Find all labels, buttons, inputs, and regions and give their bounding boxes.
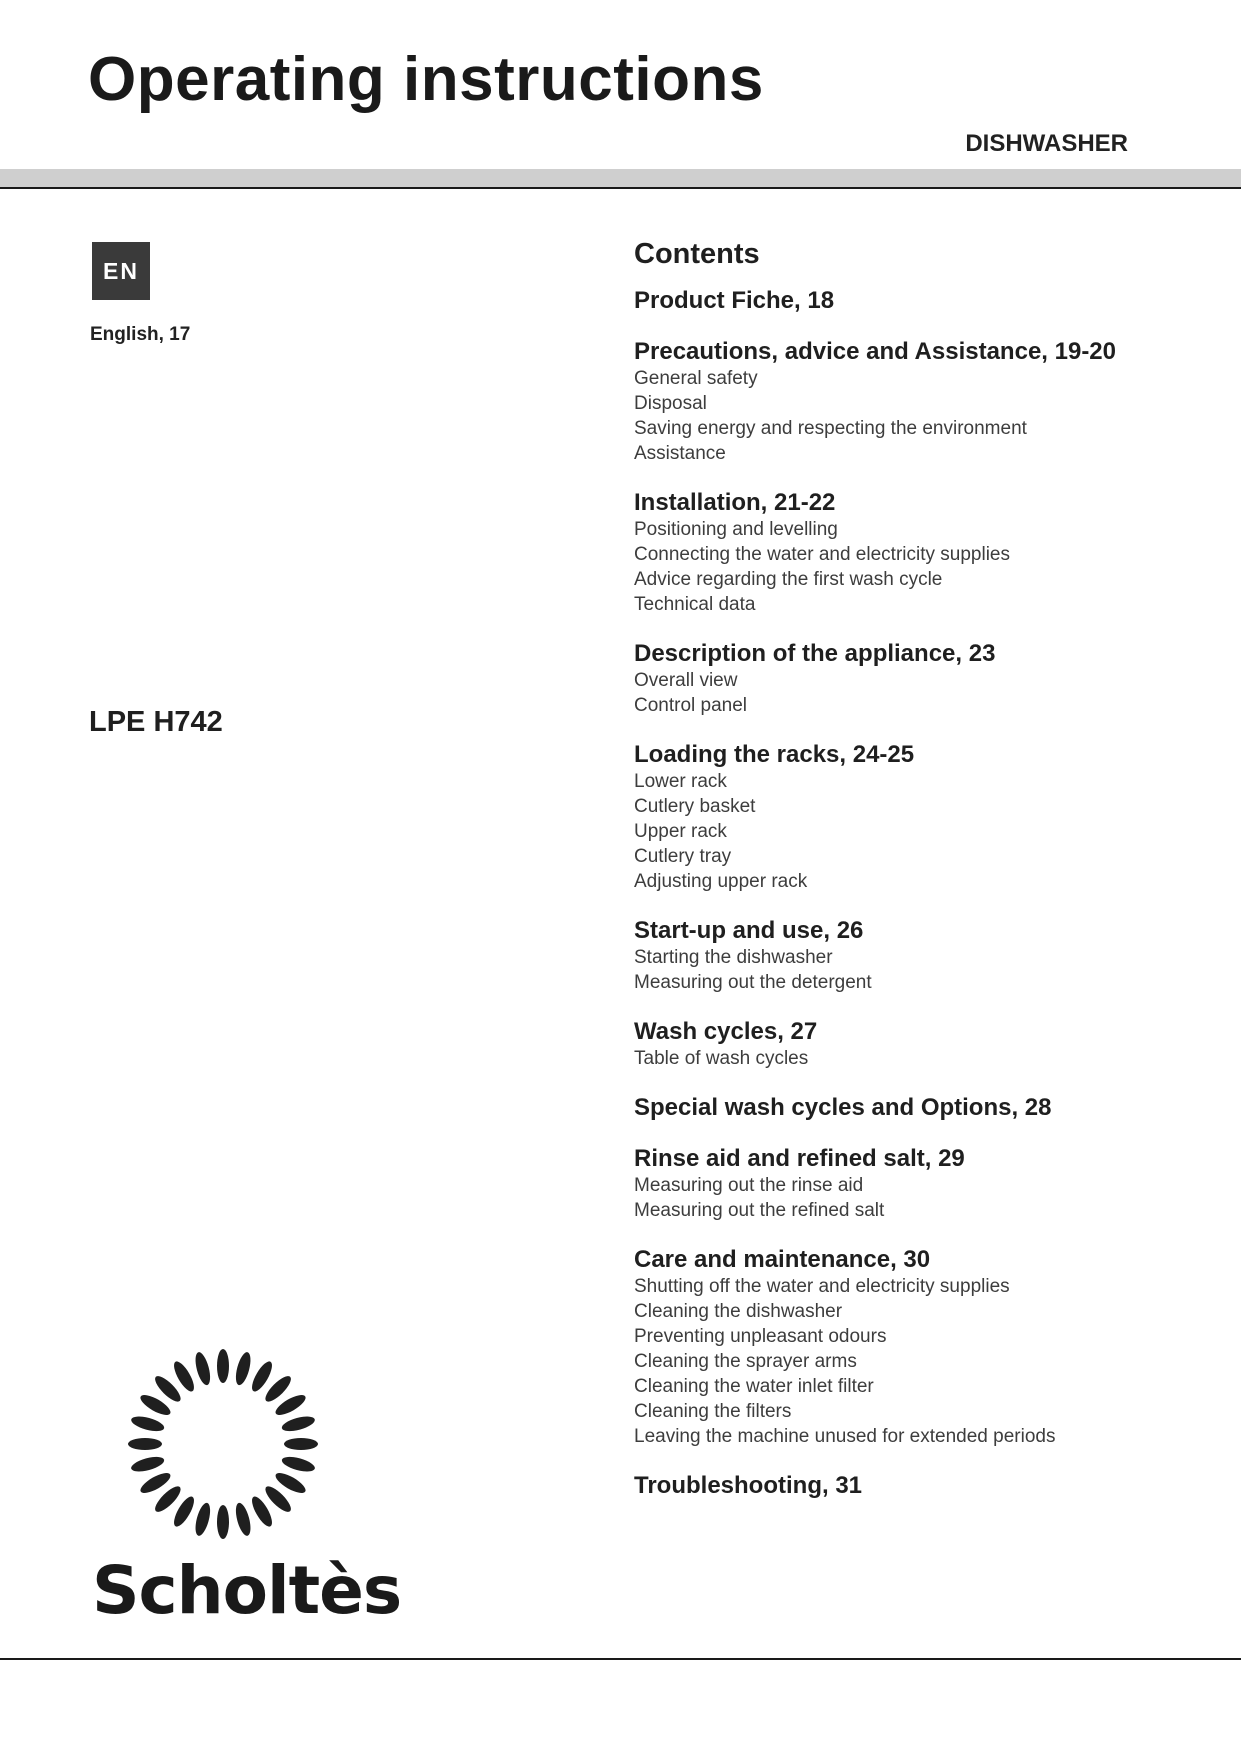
brand-name: Scholtès xyxy=(92,1552,402,1629)
toc-section xyxy=(634,916,1194,995)
toc-subitem: Lower rack xyxy=(634,771,727,792)
header-divider-band xyxy=(0,169,1241,189)
toc-subitem: Preventing unpleasant odours xyxy=(634,1326,887,1347)
toc-subitem: Upper rack xyxy=(634,821,727,842)
sun-petal xyxy=(193,1501,213,1537)
toc-subitem: Connecting the water and electricity supplies xyxy=(634,544,1010,565)
sun-petal xyxy=(130,1414,166,1434)
toc-section xyxy=(634,337,1194,466)
toc-subitem: Measuring out the refined salt xyxy=(634,1200,885,1221)
sun-logo-icon xyxy=(123,1344,323,1544)
footer-divider xyxy=(0,1658,1241,1660)
toc-section xyxy=(634,1093,1194,1122)
toc-section xyxy=(634,1245,1194,1449)
toc-section xyxy=(634,286,1194,315)
toc-subitem: Cutlery tray xyxy=(634,846,732,867)
toc-heading: Care and maintenance, 30 xyxy=(634,1246,931,1273)
toc-section xyxy=(634,1017,1194,1071)
toc-subitem: Cleaning the filters xyxy=(634,1401,792,1422)
toc-heading: Description of the appliance, 23 xyxy=(634,640,996,667)
sun-petal xyxy=(217,1505,229,1539)
toc-section xyxy=(634,1471,1194,1500)
toc-heading: Installation, 21-22 xyxy=(634,489,836,516)
toc-subitem: Saving energy and respecting the environment xyxy=(634,418,1027,439)
toc-subitem: Cutlery basket xyxy=(634,796,756,817)
toc-subitem: Disposal xyxy=(634,393,707,414)
toc-heading: Precautions, advice and Assistance, 19-20 xyxy=(634,338,1117,365)
toc-section xyxy=(634,1144,1194,1223)
toc-subitem: Positioning and levelling xyxy=(634,519,838,540)
toc-subitem: Advice regarding the first wash cycle xyxy=(634,569,943,590)
sun-petal xyxy=(130,1454,166,1474)
toc-heading: Wash cycles, 27 xyxy=(634,1018,818,1045)
toc-heading: Special wash cycles and Options, 28 xyxy=(634,1094,1052,1121)
toc-subitem: Cleaning the dishwasher xyxy=(634,1301,843,1322)
toc-subitem: Shutting off the water and electricity supplies xyxy=(634,1276,1010,1297)
toc-subitem: Control panel xyxy=(634,695,748,716)
toc-subitem: Starting the dishwasher xyxy=(634,947,833,968)
toc-subitem: Cleaning the sprayer arms xyxy=(634,1351,857,1372)
toc-subitem: Adjusting upper rack xyxy=(634,871,808,892)
toc-subitem: Measuring out the rinse aid xyxy=(634,1175,864,1196)
toc-subitem: Cleaning the water inlet filter xyxy=(634,1376,874,1397)
toc-section xyxy=(634,488,1194,617)
toc-heading: Start-up and use, 26 xyxy=(634,917,864,944)
toc-subitem: Overall view xyxy=(634,670,738,691)
sun-petal xyxy=(128,1438,162,1450)
toc-subitem: General safety xyxy=(634,368,758,389)
toc-section xyxy=(634,740,1194,894)
sun-petal xyxy=(217,1349,229,1383)
sun-petal xyxy=(284,1438,318,1450)
toc-subitem: Measuring out the detergent xyxy=(634,972,872,993)
toc-subitem: Technical data xyxy=(634,594,756,615)
sun-petal xyxy=(233,1351,253,1387)
table-of-contents xyxy=(634,236,1194,1522)
sun-petal xyxy=(193,1351,213,1387)
page-title: Operating instructions xyxy=(88,45,764,114)
model-number: LPE H742 xyxy=(89,706,223,738)
product-type-label: DISHWASHER xyxy=(965,130,1128,157)
sun-petal xyxy=(280,1454,316,1474)
sun-petal xyxy=(280,1414,316,1434)
toc-heading: Troubleshooting, 31 xyxy=(634,1472,863,1499)
toc-list xyxy=(634,286,1194,1500)
toc-heading: Product Fiche, 18 xyxy=(634,287,835,314)
language-page-reference: English, 17 xyxy=(90,324,191,345)
toc-heading: Loading the racks, 24-25 xyxy=(634,741,915,768)
toc-subitem: Table of wash cycles xyxy=(634,1048,809,1069)
toc-subitem: Assistance xyxy=(634,443,726,464)
sun-petal xyxy=(233,1501,253,1537)
contents-title: Contents xyxy=(634,238,760,270)
language-badge: EN xyxy=(92,242,150,300)
toc-subitem: Leaving the machine unused for extended periods xyxy=(634,1426,1056,1447)
toc-heading: Rinse aid and refined salt, 29 xyxy=(634,1145,965,1172)
toc-section xyxy=(634,639,1194,718)
